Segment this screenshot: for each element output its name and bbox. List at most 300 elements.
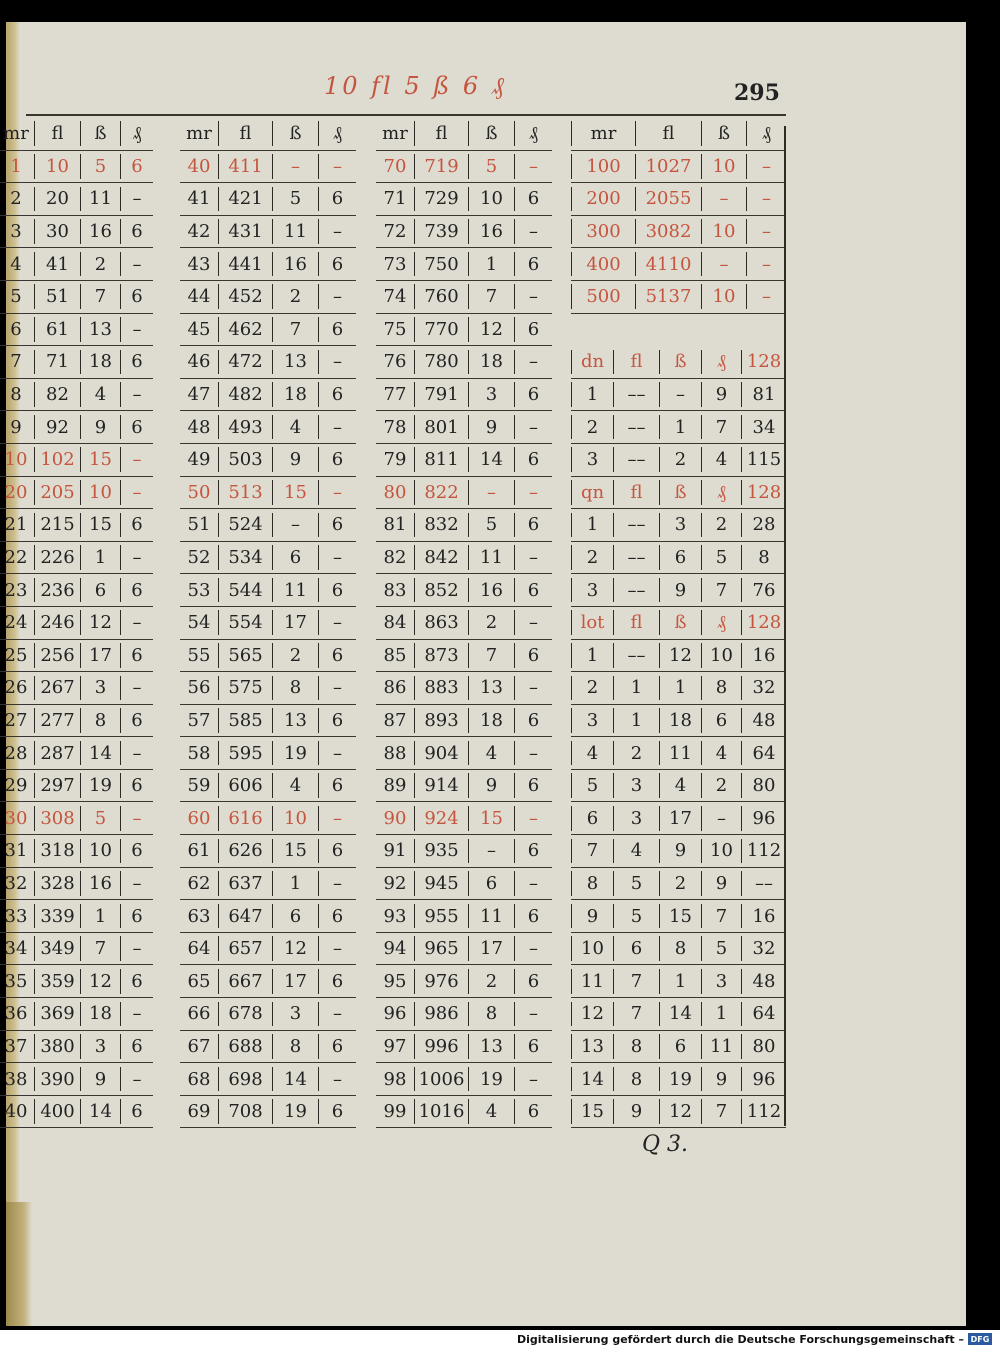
table-cell: 16 [80,871,120,896]
table-cell: 11 [272,578,318,603]
table-row [0,248,153,281]
table-cell: 6 [120,415,153,440]
table-row [0,314,153,347]
table-cell: 28 [4,742,28,764]
table-cell: 19 [80,773,120,798]
table-cell: 729 [414,187,468,212]
table-column-4 [571,118,786,1128]
table-cell: 6 [613,936,659,961]
table-cell: 2 [701,513,741,538]
table-cell: 5 [613,904,659,929]
table-row [180,705,356,738]
table-cell: 6 [514,252,552,277]
table-cell: 9 [80,1067,120,1092]
table-row [180,216,356,249]
table-cell: 5 [571,773,613,798]
table-cell: 6 [120,219,153,244]
table-cell: 9 [701,382,741,407]
table-cell: 626 [218,839,272,864]
table-cell: – [514,480,552,505]
table-row [376,314,552,347]
header-cell: dn [571,350,613,375]
table-gap [571,314,786,347]
table-cell: 13 [468,1034,514,1059]
table-cell: – [272,513,318,538]
table-cell: 12 [80,610,120,635]
table-row [0,379,153,412]
table-row [376,900,552,933]
table-cell: 7 [701,904,741,929]
table-cell: 10 [571,936,613,961]
table-cell: 565 [218,643,272,668]
table-cell: 14 [80,741,120,766]
table-cell: 73 [383,253,407,275]
table-cell: – [318,545,356,570]
table-row [0,1096,153,1129]
table-row [376,151,552,184]
table-row [376,607,552,640]
table-cell: 6 [514,578,552,603]
table-cell: 48 [741,969,786,994]
table-cell: 6 [514,643,552,668]
table-cell: 2 [571,415,613,440]
table-cell: 8 [613,1034,659,1059]
table-cell: 12 [80,969,120,994]
digitization-credit: Digitalisierung gefördert durch die Deutsche Forschungsgemeinschaft – [0,1330,1000,1348]
table-row [0,444,153,477]
table-cell: 945 [414,871,468,896]
table-row [376,542,552,575]
table-cell: 84 [383,612,407,634]
table-cell: 10 [272,806,318,831]
table-cell: 647 [218,904,272,929]
table-cell: 9 [613,1099,659,1124]
table-cell: 6 [318,643,356,668]
table-cell: – [746,252,786,277]
table-cell: 34 [4,938,28,960]
table-cell: 51 [187,514,211,536]
table-cell: 86 [383,677,407,699]
table-cell: 64 [741,741,786,766]
table-cell: 5 [468,513,514,538]
table-row [571,183,786,216]
table-cell: 93 [383,905,407,927]
table-cell: 42 [187,221,211,243]
table-cell: 8 [10,384,22,406]
table-row [571,933,786,966]
table-cell: 12 [468,317,514,342]
table-row [0,900,153,933]
table-cell: 16 [741,904,786,929]
table-cell: 6 [318,317,356,342]
table-cell: 904 [414,741,468,766]
table-cell: 780 [414,350,468,375]
table-row [180,998,356,1031]
table-cell: – [120,741,153,766]
table-cell: 6 [468,871,514,896]
table-cell: – [318,219,356,244]
table-row [571,1096,786,1129]
table-cell: 13 [272,708,318,733]
table-cell: 11 [571,969,613,994]
table-cell: 390 [34,1067,80,1092]
table-cell: 893 [414,708,468,733]
table-cell: 9 [701,1067,741,1092]
table-row [376,705,552,738]
table-cell: 2 [80,252,120,277]
table-cell: 287 [34,741,80,766]
table-cell: 205 [34,480,80,505]
table-cell: 544 [218,578,272,603]
header-cell: fl [613,350,659,375]
table-cell: 19 [468,1067,514,1092]
table-cell: 3 [613,773,659,798]
table-cell: – [272,154,318,179]
header-cell: fl [635,121,701,146]
table-row [180,640,356,673]
table-row [376,835,552,868]
table-cell: 96 [741,1067,786,1092]
table-cell: 10 [701,284,746,309]
table-cell: 6 [318,969,356,994]
table-cell: 57 [187,709,211,731]
table-row [0,705,153,738]
table-e-header [571,346,786,379]
table-cell: 99 [383,1101,407,1123]
table-cell: 47 [187,384,211,406]
table-cell: 5 [80,154,120,179]
table-cell: 5137 [635,284,701,309]
table-cell: 6 [120,1099,153,1124]
table-cell: 112 [741,839,786,864]
signature-mark: Q 3. [642,1132,689,1157]
table-cell: 6 [514,839,552,864]
table-cell: 92 [383,872,407,894]
table-cell: 462 [218,317,272,342]
table-cell: 6 [571,806,613,831]
table-cell: 750 [414,252,468,277]
header-cell: ₰ [746,121,786,146]
table-cell: 9 [571,904,613,929]
table-cell: 7 [613,969,659,994]
table-a-header [0,118,153,151]
table-cell: 75 [383,318,407,340]
table-row [0,216,153,249]
table-row [180,737,356,770]
table-cell: 760 [414,284,468,309]
table-column-3 [376,118,552,1128]
table-cell: –– [613,578,659,603]
table-cell: 6 [318,773,356,798]
table-cell: – [318,284,356,309]
table-cell: – [514,936,552,961]
table-row [376,998,552,1031]
table-cell: 6 [120,350,153,375]
table-cell: 71 [383,188,407,210]
table-cell: – [468,839,514,864]
header-cell: ß [659,350,701,375]
table-cell: 15 [80,447,120,472]
table-cell: 74 [383,286,407,308]
table-cell: 349 [34,936,80,961]
table-cell: 7 [701,415,741,440]
table-cell: – [746,187,786,212]
table-cell: 8 [701,676,741,701]
header-cell: fl [34,121,80,146]
table-cell: 6 [120,904,153,929]
table-cell: 17 [272,969,318,994]
table-cell: 9 [659,578,701,603]
header-cell: fl [613,610,659,635]
table-cell: 18 [468,708,514,733]
table-cell: 18 [659,708,701,733]
table-column-1 [0,118,153,1128]
table-cell: 12 [659,1099,701,1124]
table-cell: 5 [272,187,318,212]
table-cell: 48 [187,416,211,438]
table-b-header [180,118,356,151]
table-cell: 13 [272,350,318,375]
table-cell: 277 [34,708,80,733]
table-row [180,802,356,835]
table-row [0,151,153,184]
table-cell: 482 [218,382,272,407]
header-cell: mr [3,123,29,145]
table-cell: 10 [701,643,741,668]
table-cell: 328 [34,871,80,896]
table-row [180,607,356,640]
table-row [376,346,552,379]
table-row [0,574,153,607]
table-cell: 13 [80,317,120,342]
table-cell: 801 [414,415,468,440]
table-cell: 5 [701,936,741,961]
table-cell: –– [741,871,786,896]
header-cell: fl [414,121,468,146]
table-column-2 [180,118,356,1128]
table-cell: 32 [741,936,786,961]
table-cell: 1 [613,708,659,733]
table-cell: 595 [218,741,272,766]
table-row [571,509,786,542]
table-cell: 842 [414,545,468,570]
table-cell: 3 [571,578,613,603]
table-cell: 52 [187,547,211,568]
table-cell: 27 [4,709,28,731]
table-row [180,248,356,281]
table-cell: 20 [4,481,28,503]
table-row [0,737,153,770]
table-cell: 3082 [635,219,701,244]
table-cell: 6 [659,545,701,570]
table-row [180,477,356,510]
table-cell: 76 [741,578,786,603]
table-cell: 6 [514,513,552,538]
table-cell: 60 [187,807,211,829]
table-row [0,640,153,673]
table-row [571,835,786,868]
table-cell: – [514,741,552,766]
table-cell: 791 [414,382,468,407]
table-row [376,672,552,705]
table-row [376,183,552,216]
table-cell: 40 [187,155,211,177]
table-row [180,868,356,901]
table-row [571,281,786,314]
table-cell: 55 [187,644,211,666]
table-cell: – [318,480,356,505]
table-cell: 822 [414,480,468,505]
table-cell: 44 [187,286,211,308]
table-cell: 1 [571,513,613,538]
running-title: 10 fl 5 ß 6 ₰ [324,72,507,100]
table-c-header [376,118,552,151]
table-cell: 965 [414,936,468,961]
table-cell: 554 [218,610,272,635]
table-cell: 35 [4,970,28,992]
table-cell: 1 [272,871,318,896]
table-cell: 16 [468,578,514,603]
table-row [0,1031,153,1064]
table-cell: 6 [514,904,552,929]
table-cell: 17 [80,643,120,668]
table-cell: 16 [468,219,514,244]
table-row [0,998,153,1031]
table-cell: 80 [383,481,407,503]
table-cell: 90 [383,807,407,829]
table-cell: 318 [34,839,80,864]
table-cell: 8 [659,936,701,961]
table-cell: 215 [34,513,80,538]
table-cell: 852 [414,578,468,603]
table-cell: 503 [218,447,272,472]
table-cell: 300 [571,219,635,244]
table-cell: 9 [659,839,701,864]
table-cell: 9 [701,871,741,896]
table-row [180,411,356,444]
table-cell: 91 [383,840,407,862]
table-row [571,216,786,249]
table-row [376,379,552,412]
table-cell: 3 [80,676,120,701]
table-row [0,933,153,966]
table-cell: 96 [741,806,786,831]
table-row [571,802,786,835]
table-cell: 81 [741,382,786,407]
table-row [571,640,786,673]
table-cell: – [514,154,552,179]
table-cell: 1016 [414,1099,468,1124]
header-cell: lot [571,610,613,635]
table-cell: 719 [414,154,468,179]
table-cell: 29 [4,775,28,797]
table-row [0,477,153,510]
table-cell: – [120,806,153,831]
table-cell: 8 [741,545,786,570]
table-cell: 96 [383,1003,407,1025]
table-cell: 9 [10,416,22,438]
table-row [180,574,356,607]
table-cell: 30 [34,219,80,244]
table-cell: 3 [80,1034,120,1059]
table-cell: 64 [741,1002,786,1027]
table-cell: 4 [468,741,514,766]
table-cell: 708 [218,1099,272,1124]
table-cell: 4 [10,253,22,275]
table-row [0,346,153,379]
table-cell: 63 [187,905,211,927]
table-cell: 7 [80,284,120,309]
header-cell: mr [571,121,635,146]
table-cell: 698 [218,1067,272,1092]
table-row [180,444,356,477]
table-cell: 15 [80,513,120,538]
table-cell: 914 [414,773,468,798]
table-cell: 7 [272,317,318,342]
table-cell: – [746,284,786,309]
table-cell: 6 [701,708,741,733]
table-cell: – [318,871,356,896]
page-left-edge-stain [6,1202,32,1326]
table-cell: 3 [613,806,659,831]
table-cell: –– [613,415,659,440]
table-cell: 17 [272,610,318,635]
table-row [180,1063,356,1096]
table-row [571,151,786,184]
table-cell: 3 [701,969,741,994]
table-cell: 6 [318,513,356,538]
table-cell: 1 [701,1002,741,1027]
header-cell: 128 [741,480,786,505]
table-cell: 88 [383,742,407,764]
table-cell: 15 [659,904,701,929]
header-cell: ß [659,480,701,505]
table-cell: 2 [571,676,613,701]
table-cell: 67 [187,1035,211,1057]
table-row [0,868,153,901]
table-cell: 369 [34,1002,80,1027]
table-cell: 51 [34,284,80,309]
column-4-frame [784,126,786,1126]
header-cell: ₰ [514,121,552,146]
table-cell: 17 [468,936,514,961]
table-cell: 8 [80,708,120,733]
table-row [0,411,153,444]
table-cell: 6 [318,578,356,603]
table-cell: 2 [701,773,741,798]
table-cell: 7 [701,1099,741,1124]
table-cell: 2 [613,741,659,766]
table-cell: – [514,676,552,701]
table-cell: 2 [571,545,613,570]
table-row [571,998,786,1031]
table-cell: 339 [34,904,80,929]
table-cell: 4 [613,839,659,864]
table-cell: 6 [318,1034,356,1059]
table-cell: 6 [514,317,552,342]
table-cell: 6 [120,154,153,179]
table-cell: 9 [468,415,514,440]
table-cell: 12 [272,936,318,961]
table-row [376,770,552,803]
table-cell: 2 [272,643,318,668]
table-cell: 97 [383,1035,407,1057]
table-cell: 46 [187,351,211,373]
folio-number: 295 [734,80,780,106]
table-cell: – [746,219,786,244]
table-cell: 1 [659,676,701,701]
table-cell: 8 [272,676,318,701]
